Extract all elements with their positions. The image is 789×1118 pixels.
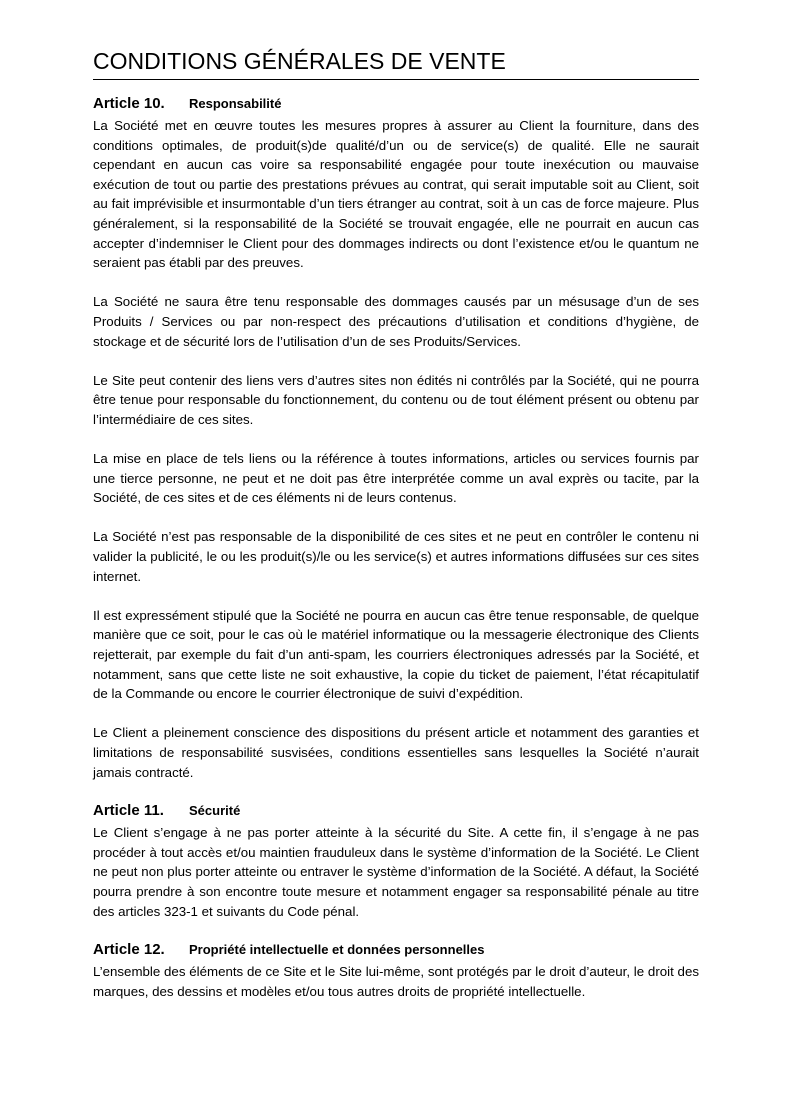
article-heading [93, 802, 699, 823]
paragraph: La Société n’est pas responsable de la disponibilité de ces sites et ne peut en contrôler le contenu ni valider la publicité, le ou les produit(s)/le ou les service(s) et autres informations diffusées sur ces sites internet. [93, 529, 699, 584]
article-number: Article 10. [93, 95, 165, 112]
paragraph: L’ensemble des éléments de ce Site et le Site lui-même, sont protégés par le droit d’auteur, le droit des marques, des dessins et modèles et/ou tous autres droits de propriété intellectuelle. [93, 964, 699, 999]
article-title: Propriété intellectuelle et données personnelles [189, 942, 485, 958]
article-heading [93, 95, 699, 116]
document-body [93, 95, 699, 1001]
document-title: CONDITIONS GÉNÉRALES DE VENTE [93, 48, 506, 74]
article-title: Sécurité [189, 803, 241, 819]
paragraph: La Société met en œuvre toutes les mesures propres à assurer au Client la fourniture, dans des conditions optimales, de produit(s)de qualité/d’un ou de service(s) de qualité. Elle ne saurait cependant en aucun cas voire sa responsabilité engagée pour toute inexécution ou mauvaise exécution de tout ou partie des prestations prévues au contrat, qui serait imputable soit au Client, soit au fait imprévisible et insurmontable d’un tiers étranger au contrat, soit à un cas de force majeure. Plus généralement, si la responsabilité de la Société se trouvait engagée, elle ne pourrait en aucun cas accepter d’indemniser le Client pour des dommages indirects ou dont l’existence et/ou le quantum ne seraient pas établi par des preuves. [93, 118, 699, 271]
article-10 [93, 95, 699, 782]
paragraph: Le Client a pleinement conscience des dispositions du présent article et notamment des garanties et limitations de responsabilité susvisées, conditions essentielles sans lesquelles la Société n’aurait jamais contracté. [93, 725, 699, 780]
article-11 [93, 802, 699, 921]
paragraph: La Société ne saura être tenu responsable des dommages causés par un mésusage d’un de ses Produits / Services ou par non-respect des précautions d’utilisation et conditions d’hygiène, de stockage et de sécurité lors de l’utilisation d’un de ses Produits/Services. [93, 294, 699, 349]
paragraph: Le Site peut contenir des liens vers d’autres sites non édités ni contrôlés par la Société, qui ne pourra être tenue pour responsable du fonctionnement, du contenu ou de tout élément présent ou obtenu par l’intermédiaire de ces sites. [93, 372, 699, 427]
article-number: Article 12. [93, 941, 165, 959]
article-heading [93, 941, 699, 962]
article-title: Responsabilité [189, 96, 282, 111]
paragraph: Il est expressément stipulé que la Société ne pourra en aucun cas être tenue responsable, de quelque manière que ce soit, pour le cas où le matériel informatique ou la messagerie électronique des Clients rejetterait, par exemple du fait d’un anti-spam, les courriers électroniques adressés par la Société, et notamment, sans que cette liste ne soit exhaustive, la copie du ticket de paiement, l’état récapitulatif de la Commande ou encore le courrier électronique de suivi d’expédition. [93, 607, 699, 702]
paragraph: Le Client s’engage à ne pas porter atteinte à la sécurité du Site. A cette fin, il s’engage à ne pas procéder à tout accès et/ou maintien frauduleux dans le système d’information de la Société. Le Client ne peut non plus porter atteinte ou entraver le système d’information de la Société. A défaut, la Société pourra prendre à son encontre toute mesure et notamment engager sa responsabilité pénale au titre des articles 323-1 et suivants du Code pénal. [93, 825, 699, 919]
article-12 [93, 941, 699, 1001]
title-underline [93, 79, 699, 80]
paragraph: La mise en place de tels liens ou la référence à toutes informations, articles ou services fournis par une tierce personne, ne peut et ne doit pas être interprétée comme un aval exprès ou tacite, par la Société, de ces sites et de ces éléments ni de leurs contenus. [93, 451, 699, 506]
article-number: Article 11. [93, 802, 164, 820]
